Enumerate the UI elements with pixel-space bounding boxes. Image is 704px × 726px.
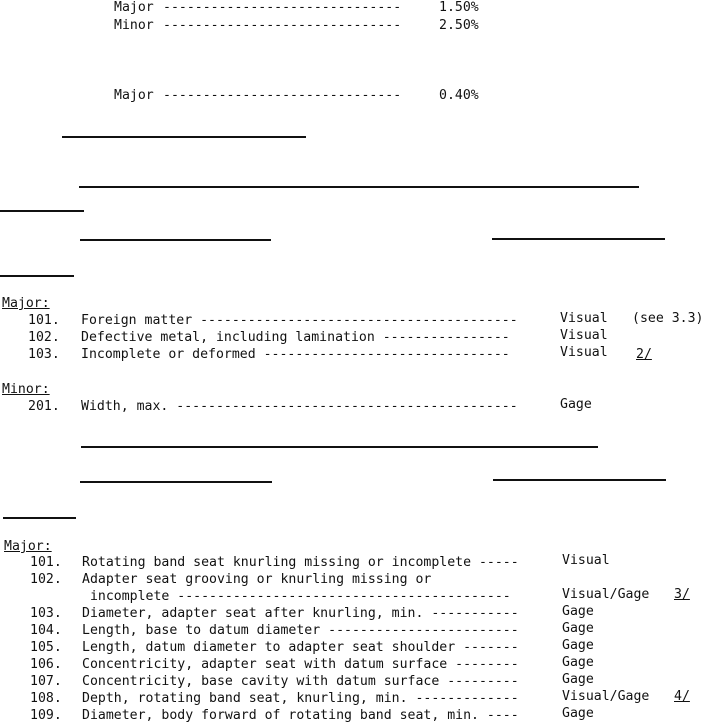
- item-method: Gage: [562, 638, 594, 653]
- item-method: Gage: [562, 655, 594, 670]
- item-note: (see 3.3): [632, 311, 704, 326]
- item-note: 4/: [674, 689, 690, 704]
- heading-rule: [79, 186, 639, 188]
- item-description: Foreign matter ----------------------------------------: [81, 313, 518, 328]
- item-number: 102.: [28, 330, 60, 345]
- item-description: Length, base to datum diameter ------------------------: [82, 623, 519, 638]
- item-method: Visual: [562, 553, 610, 568]
- item-number: 109.: [30, 708, 62, 723]
- heading-rule: [0, 275, 74, 277]
- item-description: Diameter, body forward of rotating band seat, min. ----: [82, 708, 519, 723]
- item-number: 108.: [30, 691, 62, 706]
- item-description: Defective metal, including lamination ----------------: [81, 330, 510, 345]
- item-number: 101.: [30, 555, 62, 570]
- aql-minor-label: Minor: [114, 18, 154, 33]
- item-number: 105.: [30, 640, 62, 655]
- item-description: Concentricity, base cavity with datum surface ---------: [82, 674, 519, 689]
- item-method: Visual/Gage: [562, 689, 650, 704]
- item-description: Diameter, adapter seat after knurling, min. -----------: [82, 606, 519, 621]
- item-method: Gage: [562, 604, 594, 619]
- minor-heading: Minor:: [2, 382, 50, 397]
- heading-rule: [81, 446, 598, 448]
- item-description: Depth, rotating band seat, knurling, min. -------------: [82, 691, 519, 706]
- aql-major-dashes-2: ------------------------------: [163, 88, 402, 103]
- column-header-rule: [80, 239, 271, 241]
- aql-major-label-2: Major: [114, 88, 154, 103]
- aql-major-value: 1.50%: [439, 0, 479, 15]
- item-description: Width, max. -------------------------------------------: [81, 399, 518, 414]
- item-method: Gage: [560, 397, 592, 412]
- item-number: 201.: [28, 399, 60, 414]
- aql-minor-value: 2.50%: [439, 18, 479, 33]
- item-description: Concentricity, adapter seat with datum surface --------: [82, 657, 519, 672]
- item-description: Adapter seat grooving or knurling missing or: [82, 572, 432, 587]
- item-description-continued: incomplete ------------------------------------------: [82, 589, 511, 604]
- aql-major-dashes: ------------------------------: [163, 0, 402, 15]
- aql-major-label: Major: [114, 0, 154, 15]
- heading-rule: [3, 517, 76, 519]
- item-description: Rotating band seat knurling missing or incomplete -----: [82, 555, 519, 570]
- item-method: Gage: [562, 706, 594, 721]
- item-note: 2/: [636, 347, 652, 362]
- item-number: 107.: [30, 674, 62, 689]
- item-method: Visual/Gage: [562, 587, 650, 602]
- major-heading: Major:: [4, 539, 52, 554]
- item-method: Visual: [560, 328, 608, 343]
- item-method: Visual: [560, 345, 608, 360]
- item-description: Length, datum diameter to adapter seat shoulder -------: [82, 640, 519, 655]
- column-header-rule: [80, 481, 272, 483]
- item-number: 103.: [30, 606, 62, 621]
- item-method: Gage: [562, 672, 594, 687]
- item-number: 102.: [30, 572, 62, 587]
- heading-rule: [0, 210, 84, 212]
- aql-major-value-2: 0.40%: [439, 88, 479, 103]
- column-header-rule: [493, 479, 666, 481]
- item-description: Incomplete or deformed -------------------------------: [81, 347, 510, 362]
- column-header-rule: [492, 238, 665, 240]
- item-note: 3/: [674, 587, 690, 602]
- item-number: 103.: [28, 347, 60, 362]
- major-heading: Major:: [2, 296, 50, 311]
- aql-minor-dashes: ------------------------------: [163, 18, 402, 33]
- item-method: Visual: [560, 311, 608, 326]
- item-number: 104.: [30, 623, 62, 638]
- heading-rule: [62, 136, 306, 138]
- item-method: Gage: [562, 621, 594, 636]
- item-number: 106.: [30, 657, 62, 672]
- item-number: 101.: [28, 313, 60, 328]
